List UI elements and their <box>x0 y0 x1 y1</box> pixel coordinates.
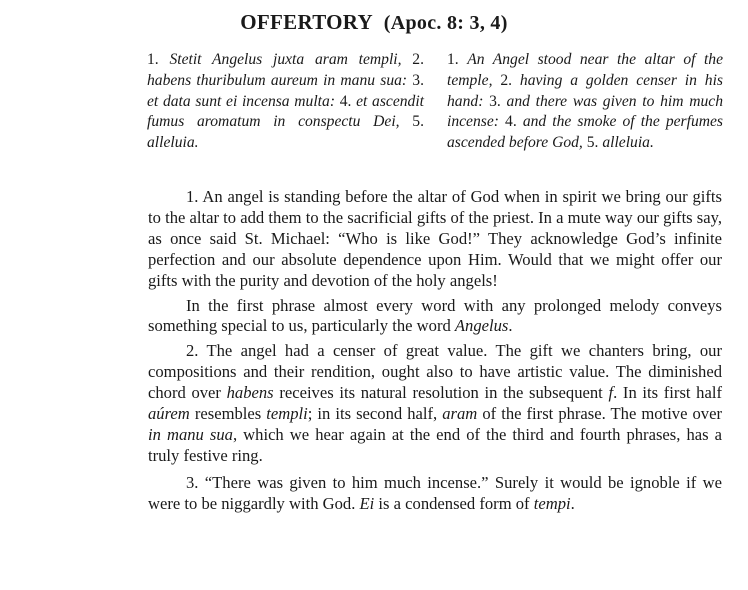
italic-term: aram <box>442 404 478 424</box>
english-verse: An Angel stood near the altar of the temple, <box>447 51 724 89</box>
verse-number: 3. <box>412 71 424 89</box>
italic-term: Ei <box>359 493 375 513</box>
commentary-paragraph-4 <box>148 473 722 515</box>
latin-verse: et data sunt ei incensa multa: <box>147 92 340 110</box>
commentary-body <box>148 187 722 519</box>
paragraph-text: of the first phrase. The motive over <box>477 404 722 424</box>
paragraph-text: receives its natural resolution in the subsequent <box>273 383 609 403</box>
verse-number: 2. <box>412 51 424 68</box>
english-verse: alleluia. <box>602 134 654 152</box>
italic-term: templi <box>266 404 308 424</box>
english-verse: and there was given to him much incense: <box>447 92 724 131</box>
verse-number: 4. <box>339 92 357 110</box>
english-verse: having a golden censer in his hand: <box>447 71 723 110</box>
paragraph-text: 3. “There was given to him much incense.” Surely it would be ignoble if we were to be niggardly with God. <box>148 472 722 513</box>
italic-term: aúrem <box>148 404 190 424</box>
commentary-paragraph-3 <box>148 341 722 466</box>
paragraph-text: , which we hear again at the end of the third and fourth phrases, has a truly festive ring. <box>148 424 722 465</box>
paragraph-text: ; in its second half, <box>307 404 443 424</box>
italic-term: f <box>608 383 614 403</box>
title-reference: (Apoc. 8: 3, 4) <box>383 12 508 34</box>
latin-verse: Stetit Angelus juxta aram templi, <box>169 51 413 68</box>
latin-verse: alleluia. <box>147 134 199 152</box>
verse-number: 5. <box>586 134 603 152</box>
verse-number: 2. <box>500 71 520 89</box>
verse-number: 4. <box>505 113 523 131</box>
italic-term: habens <box>226 383 274 403</box>
commentary-paragraph-2 <box>148 296 722 338</box>
italic-term: in manu sua <box>148 424 233 444</box>
verse-number: 5. <box>412 113 424 131</box>
latin-verse: habens thuribulum aureum in manu sua: <box>147 71 413 89</box>
page-title <box>0 9 748 36</box>
latin-text-column <box>147 50 424 154</box>
english-text-column <box>447 50 723 154</box>
paragraph-text: . <box>508 316 513 336</box>
title-text: OFFERTORY <box>240 10 373 34</box>
verse-number: 1. <box>447 51 468 68</box>
paragraph-text: In the first phrase almost every word with any prolonged melody conveys something special to us, particularly the word <box>148 295 722 336</box>
paragraph-text: is a condensed form of <box>374 493 534 513</box>
verse-number: 1. <box>147 51 170 68</box>
commentary-paragraph-1: 1. An angel is standing before the altar of God when in spirit we bring our gifts to the altar to add them to the sacrificial gifts of the priest. In a mute way our gifts say, as once said St. Michael: “Who is like God!” They acknowledge God’s infinite perfection and our absolute dependence upon Him. Would that we might offer our gifts with the purity and devotion of the holy angels! <box>148 187 722 290</box>
paragraph-text: . In its first half <box>613 383 722 403</box>
english-verse: and the smoke of the perfumes ascended before God, <box>447 113 724 152</box>
paragraph-text: . <box>570 493 575 513</box>
latin-verse: et ascendit fumus aromatum in conspectu Dei, <box>147 92 425 131</box>
italic-term: tempi <box>533 493 571 513</box>
verse-number: 3. <box>489 92 507 110</box>
italic-term: Angelus <box>454 316 509 336</box>
paragraph-text: resembles <box>189 404 267 424</box>
paragraph-text: 2. The angel had a censer of great value. The gift we chanters bring, our compositions and their rendition, ought also to have artistic value. The diminished chord over <box>148 341 722 403</box>
